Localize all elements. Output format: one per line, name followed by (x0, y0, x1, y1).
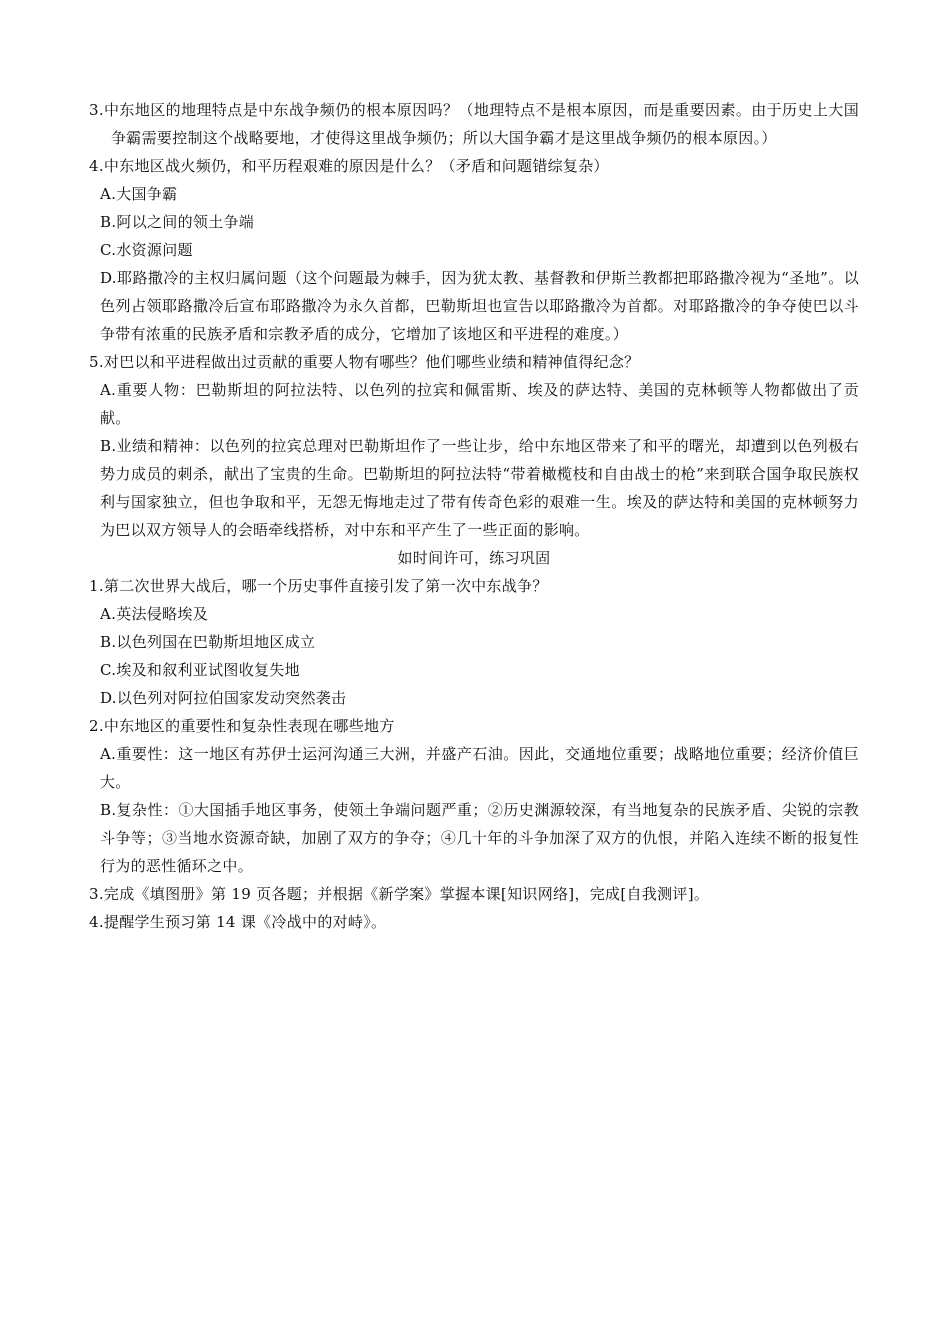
practice-question-2-option-b: B.复杂性：①大国插手地区事务，使领土争端问题严重；②历史渊源较深，有当地复杂的民族矛盾、尖锐的宗教斗争等；③当地水资源奇缺，加剧了双方的争夺；④几十年的斗争加深了双方的仇恨，并陷入连续不断的报复性行为的恶性循环之中。 (100, 801, 859, 875)
practice-question-4: 4.提醒学生预习第 14 课《冷战中的对峙》。 (89, 913, 387, 931)
practice-question-1-option-c: C.埃及和叙利亚试图收复失地 (100, 661, 300, 679)
practice-question-2: 2.中东地区的重要性和复杂性表现在哪些地方 (89, 717, 395, 735)
question-5: 5.对巴以和平进程做出过贡献的重要人物有哪些？他们哪些业绩和精神值得纪念？ (89, 353, 640, 371)
question-4: 4.中东地区战火频仍，和平历程艰难的原因是什么？（矛盾和问题错综复杂） (89, 157, 609, 175)
question-5-option-a: A.重要人物：巴勒斯坦的阿拉法特、以色列的拉宾和佩雷斯、埃及的萨达特、美国的克林顿等人物都做出了贡献。 (100, 381, 859, 427)
question-4-option-d: D.耶路撒冷的主权归属问题（这个问题最为棘手，因为犹太教、基督教和伊斯兰教都把耶路撒冷视为“圣地”。以色列占领耶路撒冷后宣布耶路撒冷为永久首都，巴勒斯坦也宣告以耶路撒冷为首都。对耶路撒冷的争夺使巴以斗争带有浓重的民族矛盾和宗教矛盾的成分，它增加了该地区和平进程的难度。） (100, 269, 859, 343)
practice-question-1-option-b: B.以色列国在巴勒斯坦地区成立 (100, 633, 316, 651)
practice-question-3: 3.完成《填图册》第 19 页各题；并根据《新学案》掌握本课[知识网络]，完成[自我测评]。 (89, 885, 710, 903)
question-3: 3.中东地区的地理特点是中东战争频仍的根本原因吗？（地理特点不是根本原因，而是重要因素。由于历史上大国争霸需要控制这个战略要地，才使得这里战争频仍；所以大国争霸才是这里战争频仍的根本原因。） (89, 101, 859, 147)
practice-question-1-option-d: D.以色列对阿拉伯国家发动突然袭击 (100, 689, 347, 707)
question-5-option-b: B.业绩和精神：以色列的拉宾总理对巴勒斯坦作了一些让步，给中东地区带来了和平的曙光，却遭到以色列极右势力成员的刺杀，献出了宝贵的生命。巴勒斯坦的阿拉法特“带着橄榄枝和自由战士的枪”来到联合国争取民族权利与国家独立，但也争取和平，无怨无悔地走过了带有传奇色彩的艰难一生。埃及的萨达特和美国的克林顿努力为巴以双方领导人的会晤牵线搭桥，对中东和平产生了一些正面的影响。 (100, 437, 859, 539)
practice-question-1-option-a: A.英法侵略埃及 (100, 605, 209, 623)
question-4-option-c: C.水资源问题 (100, 241, 193, 259)
practice-heading: 如时间许可，练习巩固 (397, 549, 551, 567)
document-page (89, 96, 859, 936)
question-4-option-a: A.大国争霸 (100, 185, 178, 203)
practice-question-1: 1.第二次世界大战后，哪一个历史事件直接引发了第一次中东战争？ (89, 577, 548, 595)
question-4-option-b: B.阿以之间的领土争端 (100, 213, 255, 231)
practice-question-2-option-a: A.重要性：这一地区有苏伊士运河沟通三大洲，并盛产石油。因此，交通地位重要；战略地位重要；经济价值巨大。 (100, 745, 859, 791)
